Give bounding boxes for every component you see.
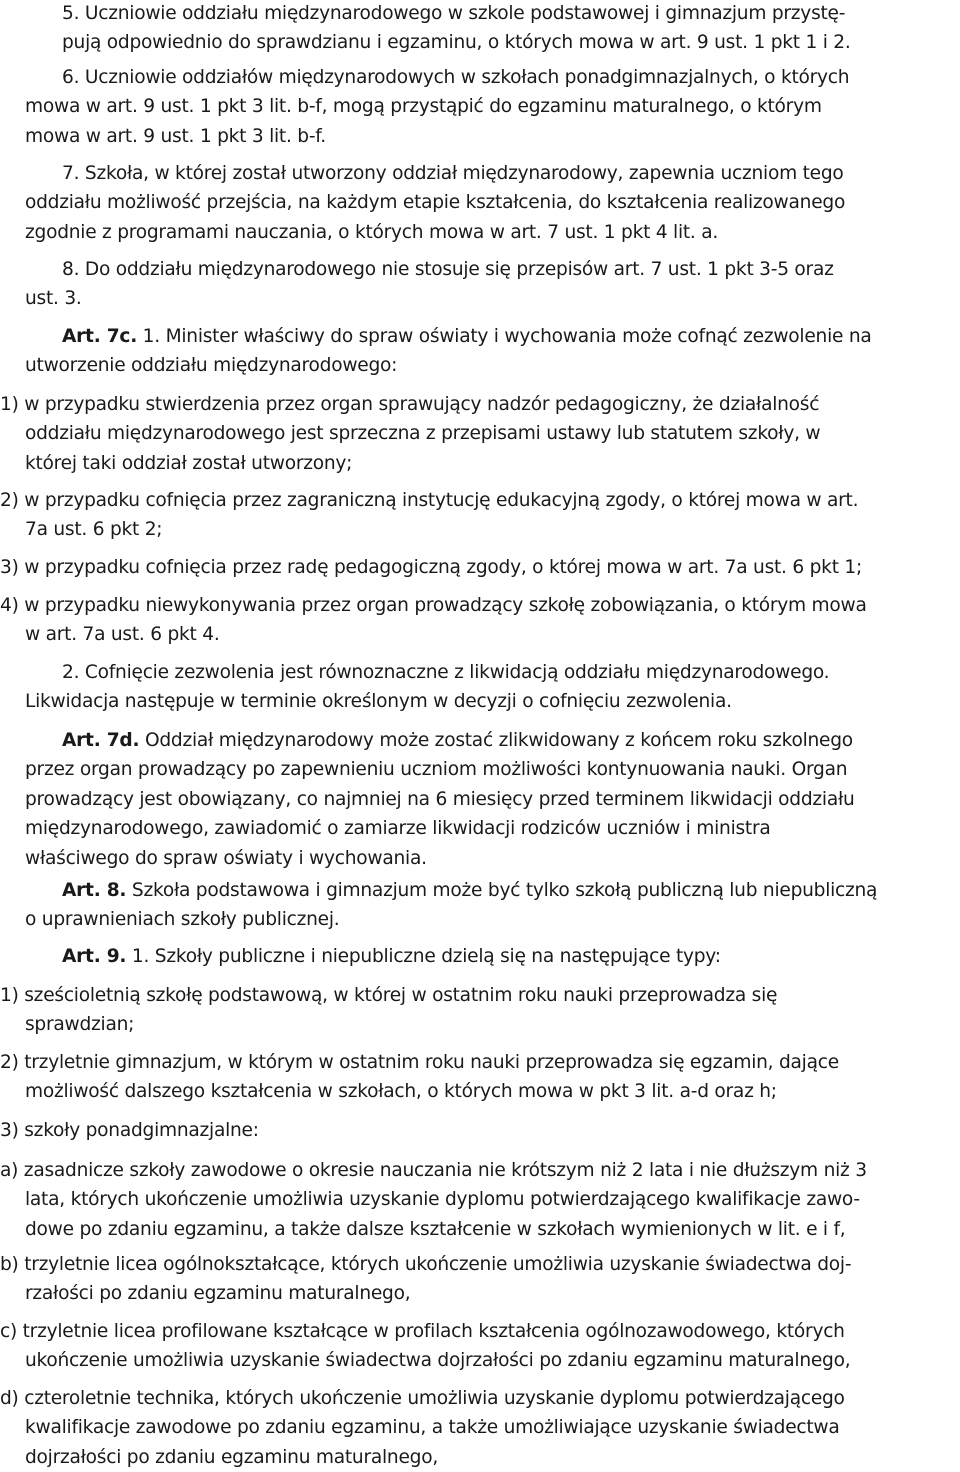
text-line: lata, których ukończenie umożliwia uzyskanie dyplomu potwierdzającego kwalifikacje zawo- <box>25 1189 860 1211</box>
text-line: której taki oddział został utworzony; <box>25 452 353 474</box>
text-line: 1) sześcioletnią szkołę podstawową, w której w ostatnim roku nauki przeprowadza się <box>0 985 778 1006</box>
text-line: rzałości po zdaniu egzaminu maturalnego, <box>25 1283 411 1305</box>
text-line: właściwego do spraw oświaty i wychowania. <box>25 847 427 869</box>
list-item-1 <box>0 981 777 1040</box>
text-line: 5. Uczniowie oddziału międzynarodowego w szkole podstawowej i gimnazjum przystę- <box>62 3 846 24</box>
text-line: prowadzący jest obowiązany, co najmniej na 6 miesięcy przed terminem likwidacji oddziału <box>25 788 855 810</box>
text-line: mowa w art. 9 ust. 1 pkt 3 lit. b-f. <box>25 125 326 147</box>
list-item-c <box>0 1317 850 1376</box>
text-line: Likwidacja następuje w terminie określonym w decyzji o cofnięciu zezwolenia. <box>25 691 732 713</box>
text-line: 1. Minister właściwy do spraw oświaty i wychowania może cofnąć zezwolenie na <box>137 326 872 347</box>
text-line: 6. Uczniowie oddziałów międzynarodowych w szkołach ponadgimnazjalnych, o których <box>62 67 850 88</box>
text-line: ukończenie umożliwia uzyskanie świadectwa dojrzałości po zdaniu egzaminu maturalnego, <box>25 1350 851 1372</box>
list-item-a <box>0 1156 867 1244</box>
text-line: międzynarodowego, zawiadomić o zamiarze likwidacji rodziców uczniów i ministra <box>25 818 771 840</box>
article-7d <box>25 726 855 873</box>
text-line: 3) szkoły ponadgimnazjalne: <box>0 1120 259 1141</box>
list-item-1 <box>0 390 820 478</box>
text-line: zgodnie z programami nauczania, o których mowa w art. 7 ust. 1 pkt 4 lit. a. <box>25 221 719 243</box>
text-line: możliwość dalszego kształcenia w szkołach, o których mowa w pkt 3 lit. a-d oraz h; <box>25 1081 777 1103</box>
text-line: b) trzyletnie licea ogólnokształcące, których ukończenie umożliwia uzyskanie świadectwa doj- <box>0 1254 852 1275</box>
text-line: dowe po zdaniu egzaminu, a także dalsze kształcenie w szkołach wymienionych w lit. e i f, <box>25 1218 846 1240</box>
text-line: 2. Cofnięcie zezwolenia jest równoznaczne z likwidacją oddziału międzynarodowego. <box>62 662 830 683</box>
text-line: 7. Szkoła, w której został utworzony oddział międzynarodowy, zapewnia uczniom tego <box>62 163 844 184</box>
article-heading: Art. 9. <box>62 946 127 967</box>
paragraph-7 <box>25 159 845 247</box>
text-line: kwalifikacje zawodowe po zdaniu egzaminu, a także umożliwiające uzyskanie świadectwa <box>25 1417 840 1439</box>
text-line: d) czteroletnie technika, których ukończenie umożliwia uzyskanie dyplomu potwierdzającego <box>0 1388 845 1409</box>
text-line: o uprawnieniach szkoły publicznej. <box>25 909 340 931</box>
text-line: mowa w art. 9 ust. 1 pkt 3 lit. b-f, mogą przystąpić do egzaminu maturalnego, o którym <box>25 96 822 118</box>
text-line: 1. Szkoły publiczne i niepubliczne dzielą się na następujące typy: <box>126 946 721 967</box>
article-8 <box>25 876 877 935</box>
paragraph-7c-2 <box>25 658 829 717</box>
text-line: utworzenie oddziału międzynarodowego: <box>25 355 398 377</box>
text-line: 1) w przypadku stwierdzenia przez organ sprawujący nadzór pedagogiczny, że działalność <box>0 394 820 415</box>
text-line: ust. 3. <box>25 288 82 310</box>
text-line: Szkoła podstawowa i gimnazjum może być tylko szkołą publiczną lub niepubliczną <box>126 880 878 901</box>
list-item-3 <box>0 1116 259 1145</box>
paragraph-8 <box>25 255 834 314</box>
text-line: w art. 7a ust. 6 pkt 4. <box>25 624 220 646</box>
list-item-2 <box>0 1048 839 1107</box>
text-line: oddziału międzynarodowego jest sprzeczna z przepisami ustawy lub statutem szkoły, w <box>25 423 821 445</box>
text-line: 2) w przypadku cofnięcia przez zagraniczną instytucję edukacyjną zgody, o której mowa w art. <box>0 490 859 511</box>
article-7c <box>25 322 872 381</box>
article-heading: Art. 8. <box>62 880 127 901</box>
text-line: przez organ prowadzący po zapewnieniu uczniom możliwości kontynuowania nauki. Organ <box>25 759 848 781</box>
text-line: 2) trzyletnie gimnazjum, w którym w ostatnim roku nauki przeprowadza się egzamin, dające <box>0 1052 839 1073</box>
text-line: dojrzałości po zdaniu egzaminu maturalnego, <box>25 1446 438 1468</box>
paragraph-5 <box>62 0 851 58</box>
text-line: 8. Do oddziału międzynarodowego nie stosuje się przepisów art. 7 ust. 1 pkt 3-5 oraz <box>62 259 834 280</box>
text-line: Oddział międzynarodowy może zostać zlikwidowany z końcem roku szkolnego <box>139 730 853 751</box>
list-item-3 <box>0 553 862 582</box>
text-line: 3) w przypadku cofnięcia przez radę pedagogiczną zgody, o której mowa w art. 7a ust. 6 pkt 1; <box>0 557 862 578</box>
text-line: 7a ust. 6 pkt 2; <box>25 519 163 541</box>
list-item-b <box>0 1250 851 1309</box>
list-item-d <box>0 1384 845 1472</box>
text-line: pują odpowiednio do sprawdzianu i egzaminu, o których mowa w art. 9 ust. 1 pkt 1 i 2. <box>62 32 851 54</box>
text-line: a) zasadnicze szkoły zawodowe o okresie nauczania nie krótszym niż 2 lata i nie dłuższym niż 3 <box>0 1160 867 1181</box>
article-heading: Art. 7d. <box>62 730 140 751</box>
text-line: oddziału możliwość przejścia, na każdym etapie kształcenia, do kształcenia realizowanego <box>25 192 846 214</box>
text-line: sprawdzian; <box>25 1014 135 1036</box>
article-heading: Art. 7c. <box>62 326 138 347</box>
text-line: 4) w przypadku niewykonywania przez organ prowadzący szkołę zobowiązania, o którym mowa <box>0 595 867 616</box>
list-item-4 <box>0 591 867 650</box>
article-9 <box>25 942 721 971</box>
list-item-2 <box>0 486 858 545</box>
paragraph-6 <box>25 63 849 151</box>
text-line: c) trzyletnie licea profilowane kształcące w profilach kształcenia ogólnozawodowego, których <box>0 1321 845 1342</box>
